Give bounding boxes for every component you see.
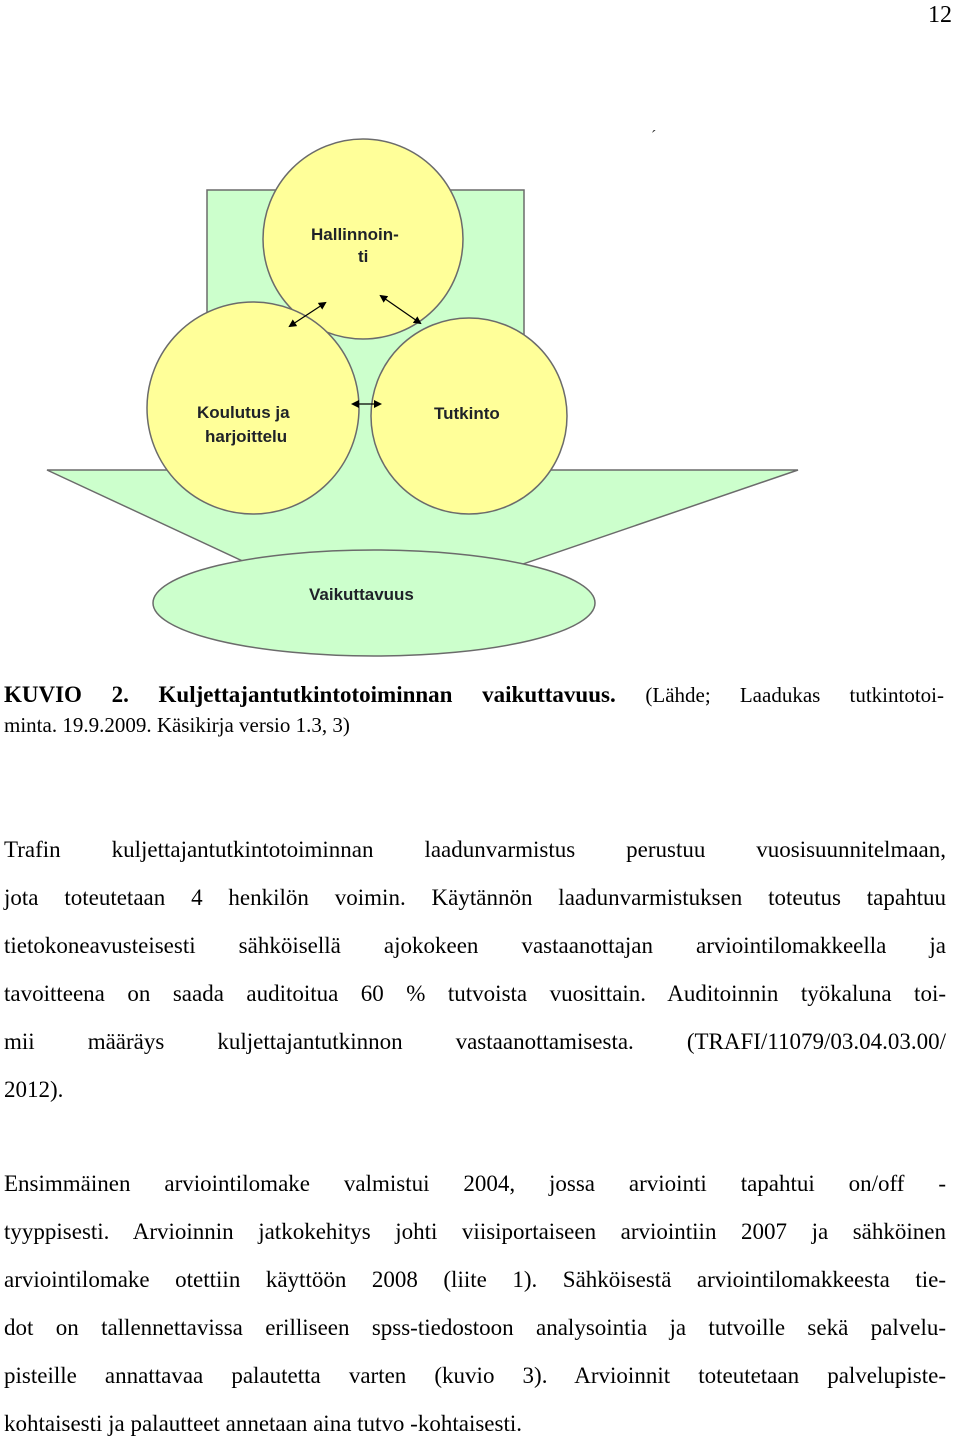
training-label-line1: Koulutus ja	[197, 403, 290, 422]
effectiveness-label: Vaikuttavuus	[309, 585, 414, 604]
page-number: 12	[928, 2, 952, 28]
administration-label-line2: ti	[358, 247, 369, 266]
stray-mark: ˊ	[651, 128, 657, 145]
paragraph-line: pisteille annattavaa palautetta varten (kuvio 3). Arvioinnit toteutetaan palvelupiste-	[4, 1363, 946, 1388]
caption-source-line2: minta. 19.9.2009. Käsikirja versio 1.3, 3)	[4, 713, 350, 737]
body-paragraph-1	[4, 826, 946, 1114]
examination-label: Tutkinto	[434, 404, 500, 423]
paragraph-line: Ensimmäinen arviointilomake valmistui 2004, jossa arviointi tapahtui on/off -	[4, 1171, 946, 1196]
paragraph-line: arviointilomake otettiin käyttöön 2008 (liite 1). Sähköisestä arviointilomakkeesta tie-	[4, 1267, 946, 1292]
administration-label-line1: Hallinnoin-	[311, 225, 399, 244]
body-paragraph-2	[4, 1160, 946, 1448]
figure-caption	[4, 680, 944, 740]
paragraph-line: dot on tallennettavissa erilliseen spss-tiedostoon analysointia ja tutvoille sekä palvelu-	[4, 1315, 946, 1340]
training-label-line2: harjoittelu	[205, 427, 288, 446]
quality-diagram	[0, 0, 960, 660]
paragraph-line: 2012).	[4, 1077, 64, 1102]
paragraph-line: Trafin kuljettajantutkintotoiminnan laadunvarmistus perustuu vuosisuunnitelmaan,	[4, 837, 946, 862]
paragraph-line: tavoitteena on saada auditoitua 60 % tutvoista vuosittain. Auditoinnin työkaluna toi-	[4, 981, 946, 1006]
paragraph-line: jota toteutetaan 4 henkilön voimin. Käytännön laadunvarmistuksen toteutus tapahtuu	[4, 885, 946, 910]
caption-title: KUVIO 2. Kuljettajantutkintotoiminnan vaikuttavuus.	[4, 682, 616, 707]
paragraph-line: kohtaisesti ja palautteet annetaan aina tutvo -kohtaisesti.	[4, 1411, 522, 1436]
paragraph-line: tietokoneavusteisesti sähköisellä ajokokeen vastaanottajan arviointilomakkeella ja	[4, 933, 946, 958]
caption-source-line1: (Lähde; Laadukas tutkintotoi-	[645, 683, 944, 707]
paragraph-line: tyyppisesti. Arvioinnin jatkokehitys johti viisiportaiseen arviointiin 2007 ja sähköinen	[4, 1219, 946, 1244]
paragraph-line: mii määräys kuljettajantutkinnon vastaanottamisesta. (TRAFI/11079/03.04.03.00/	[4, 1029, 946, 1054]
